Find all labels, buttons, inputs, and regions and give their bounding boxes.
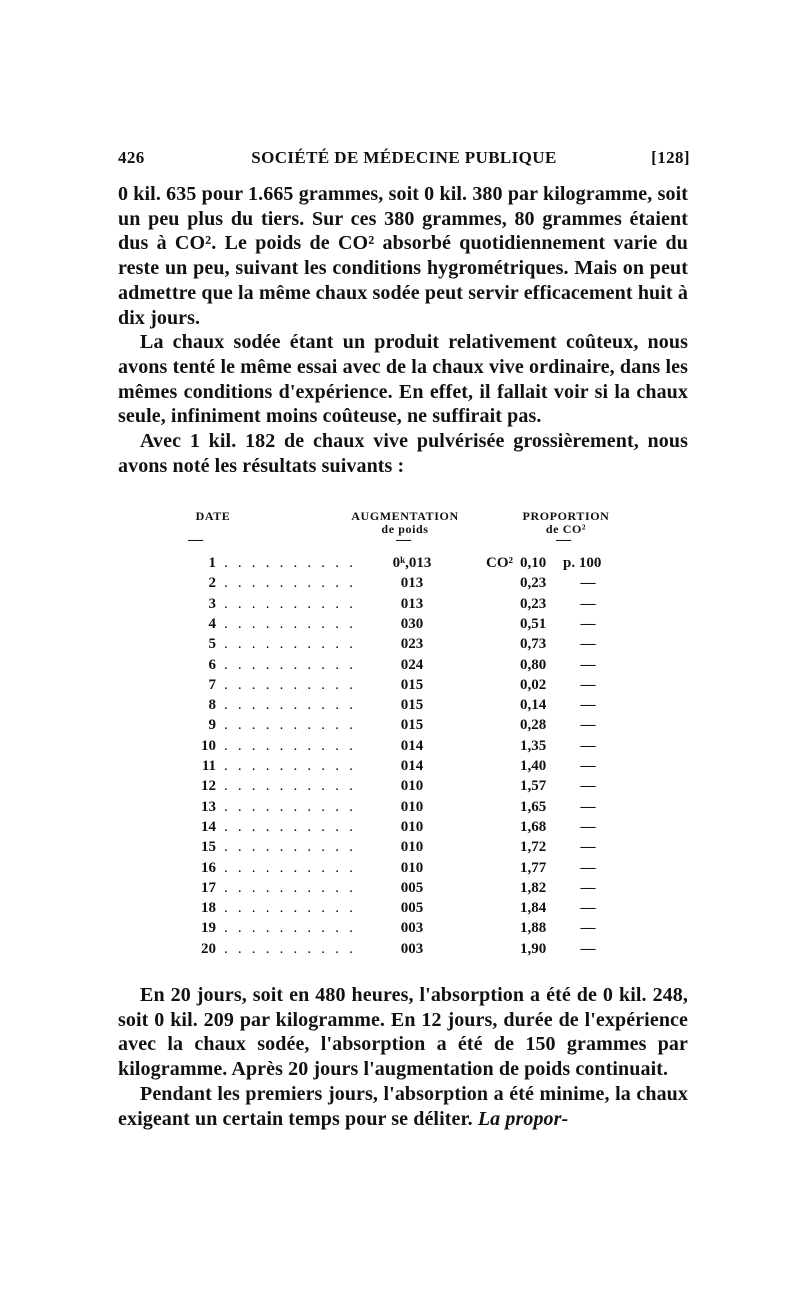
row-ditto-dash: —: [580, 758, 596, 774]
table-row: [0, 799, 800, 819]
row-day: 7: [208, 676, 216, 693]
row-proportion: 1,82: [520, 879, 547, 896]
row-ditto-dash: —: [580, 575, 596, 592]
row-leader-dots: . . . . . . . . . .: [224, 615, 357, 632]
row-day: 1: [208, 555, 216, 571]
running-title: SOCIÉTÉ DE MÉDECINE PUBLIQUE: [251, 148, 557, 167]
row-augmentation: 013: [400, 595, 424, 612]
row-leader-dots: . . . . . . . . . .: [224, 778, 357, 795]
row-ditto-dash: —: [580, 636, 596, 653]
row-augmentation: 015: [400, 717, 424, 734]
row-day: 4: [208, 615, 216, 632]
row-augmentation: 030: [400, 615, 424, 632]
row-ditto-dash: —: [580, 798, 596, 815]
row-day: 13: [201, 798, 216, 815]
row-leader-dots: . . . . . . . . . .: [224, 940, 357, 957]
header-rule-proportion: —: [556, 532, 571, 548]
row-proportion: 0,02: [520, 676, 547, 693]
row-ditto-dash: —: [580, 656, 596, 673]
table-row: [0, 717, 800, 737]
row-ditto-dash: —: [580, 595, 596, 612]
row-proportion: 1,65: [520, 798, 547, 815]
row-day: 20: [201, 940, 216, 957]
row-augmentation: 010: [400, 839, 424, 856]
table-row: [0, 819, 800, 839]
row-day: 17: [201, 879, 216, 896]
row-proportion: 0,80: [520, 656, 547, 673]
table-row: [0, 575, 800, 595]
table-row: [0, 900, 800, 920]
row-leader-dots: . . . . . . . . . .: [224, 555, 357, 571]
row-proportion: 1,57: [520, 778, 547, 795]
row-proportion: 1,72: [520, 839, 547, 856]
row-proportion: 0,23: [520, 595, 547, 612]
row-day: 16: [201, 859, 216, 876]
row-augmentation: 010: [400, 859, 424, 876]
row-day: 18: [201, 900, 216, 917]
table-row: [0, 636, 800, 656]
row-augmentation: 0ᵏ,013: [392, 555, 432, 571]
row-leader-dots: . . . . . . . . . .: [224, 595, 357, 612]
row-ditto-dash: —: [580, 818, 596, 835]
row-percent-label: p. 100: [563, 555, 602, 571]
row-augmentation: 023: [400, 636, 424, 653]
row-augmentation: 015: [400, 676, 424, 693]
header-rule-date: —: [188, 532, 203, 548]
row-proportion: 0,14: [520, 697, 547, 714]
paragraph-conclusion: En 20 jours, soit en 480 heures, l'absorption a été de 0 kil. 248, soit 0 kil. 209 par kilogramme. En 12 jours, durée de l'expérience avec la chaux sodée, l'absorption a été de 150 grammes par kilogramme. Après 20 jours l'augmentation de poids continuait.: [118, 984, 688, 1081]
row-proportion: 1,88: [520, 920, 547, 937]
row-leader-dots: . . . . . . . . . .: [224, 758, 357, 774]
body-text-top: [118, 182, 688, 478]
table-row: [0, 880, 800, 900]
paragraph-chaux-vive: Avec 1 kil. 182 de chaux vive pulvérisée grossièrement, nous avons noté les résultats suivants :: [118, 430, 688, 477]
row-leader-dots: . . . . . . . . . .: [224, 818, 357, 835]
row-proportion: 1,35: [520, 737, 547, 754]
table-row: [0, 596, 800, 616]
table-row: [0, 839, 800, 859]
row-ditto-dash: —: [580, 697, 596, 714]
col-header-proportion: PROPORTION de CO²: [522, 509, 610, 536]
table-row: [0, 941, 800, 961]
row-ditto-dash: —: [580, 778, 596, 795]
row-day: 14: [201, 818, 216, 835]
row-augmentation: 014: [400, 758, 424, 774]
row-augmentation: 014: [400, 737, 424, 754]
table-row: [0, 555, 800, 575]
row-augmentation: 005: [400, 879, 424, 896]
row-leader-dots: . . . . . . . . . .: [224, 717, 357, 734]
row-day: 12: [201, 778, 216, 795]
row-day: 5: [208, 636, 216, 653]
table-row: [0, 758, 800, 778]
row-proportion: 1,68: [520, 818, 547, 835]
row-day: 11: [201, 758, 216, 774]
table-row: [0, 616, 800, 636]
row-ditto-dash: —: [580, 737, 596, 754]
row-day: 10: [201, 737, 216, 754]
row-day: 6: [208, 656, 216, 673]
row-ditto-dash: —: [580, 859, 596, 876]
body-text-bottom: [118, 983, 688, 1131]
row-ditto-dash: —: [580, 615, 596, 632]
row-proportion: 0,28: [520, 717, 547, 734]
paragraph-premiers-jours: Pendant les premiers jours, l'absorption a été minime, la chaux exigeant un certain temps pour se déliter. La propor-: [118, 1082, 688, 1130]
table-row: [0, 657, 800, 677]
row-leader-dots: . . . . . . . . . .: [224, 798, 357, 815]
row-proportion: 0,73: [520, 636, 547, 653]
row-proportion: 1,40: [520, 758, 547, 774]
row-co2-label: CO²: [486, 555, 513, 571]
row-leader-dots: . . . . . . . . . .: [224, 859, 357, 876]
row-ditto-dash: —: [580, 676, 596, 693]
row-proportion: 0,23: [520, 575, 547, 592]
row-day: 2: [208, 575, 216, 592]
row-ditto-dash: —: [580, 879, 596, 896]
running-header: [118, 148, 690, 172]
row-augmentation: 024: [400, 656, 424, 673]
row-proportion: 1,84: [520, 900, 547, 917]
bracket-page-number: [128]: [651, 148, 690, 167]
italic-continuation: La propor-: [477, 1107, 569, 1130]
row-augmentation: 015: [400, 697, 424, 714]
row-augmentation: 005: [400, 900, 424, 917]
row-augmentation: 003: [400, 920, 424, 937]
table-row: [0, 738, 800, 758]
row-augmentation: 010: [400, 818, 424, 835]
row-day: 3: [208, 595, 216, 612]
row-day: 19: [201, 920, 216, 937]
row-leader-dots: . . . . . . . . . .: [224, 656, 357, 673]
table-row: [0, 860, 800, 880]
table-row: [0, 677, 800, 697]
row-leader-dots: . . . . . . . . . .: [224, 900, 357, 917]
table-row: [0, 920, 800, 940]
row-leader-dots: . . . . . . . . . .: [224, 879, 357, 896]
paragraph-continuation: 0 kil. 635 pour 1.665 grammes, soit 0 kil. 380 par kilogramme, soit un peu plus du tiers. Sur ces 380 grammes, 80 grammes étaient dus à CO². Le poids de CO² absorbé quotidiennement varie du reste un peu, suivant les conditions hygrométriques. Mais on peut admettre que la même chaux sodée peut servir efficacement huit à dix jours.: [118, 183, 688, 329]
row-proportion: 1,90: [520, 940, 547, 957]
header-rule-augmentation: —: [396, 532, 411, 548]
row-ditto-dash: —: [580, 900, 596, 917]
paragraph-chaux-sodee: La chaux sodée étant un produit relativement coûteux, nous avons tenté le même essai avec de la chaux vive ordinaire, dans les mêmes conditions d'expérience. En effet, il fallait voir si la chaux seule, infiniment moins coûteuse, ne suffirait pas.: [118, 331, 688, 428]
row-day: 8: [208, 697, 216, 714]
row-ditto-dash: —: [580, 839, 596, 856]
row-day: 9: [208, 717, 216, 734]
table-row: [0, 778, 800, 798]
row-ditto-dash: —: [580, 940, 596, 957]
row-augmentation: 010: [400, 798, 424, 815]
row-day: 15: [201, 839, 216, 856]
row-leader-dots: . . . . . . . . . .: [224, 737, 357, 754]
page-number: 426: [118, 148, 145, 167]
row-ditto-dash: —: [580, 920, 596, 937]
row-augmentation: 013: [400, 575, 424, 592]
row-proportion: 0,10: [520, 555, 547, 571]
row-leader-dots: . . . . . . . . . .: [224, 575, 357, 592]
col-header-date: DATE: [195, 509, 231, 523]
row-augmentation: 003: [400, 940, 424, 957]
row-proportion: 0,51: [520, 615, 547, 632]
row-leader-dots: . . . . . . . . . .: [224, 697, 357, 714]
table-row: [0, 697, 800, 717]
row-leader-dots: . . . . . . . . . .: [224, 839, 357, 856]
row-augmentation: 010: [400, 778, 424, 795]
row-ditto-dash: —: [580, 717, 596, 734]
row-leader-dots: . . . . . . . . . .: [224, 920, 357, 937]
row-proportion: 1,77: [520, 859, 547, 876]
row-leader-dots: . . . . . . . . . .: [224, 676, 357, 693]
row-leader-dots: . . . . . . . . . .: [224, 636, 357, 653]
col-header-augmentation: AUGMENTATION de poids: [351, 509, 459, 536]
